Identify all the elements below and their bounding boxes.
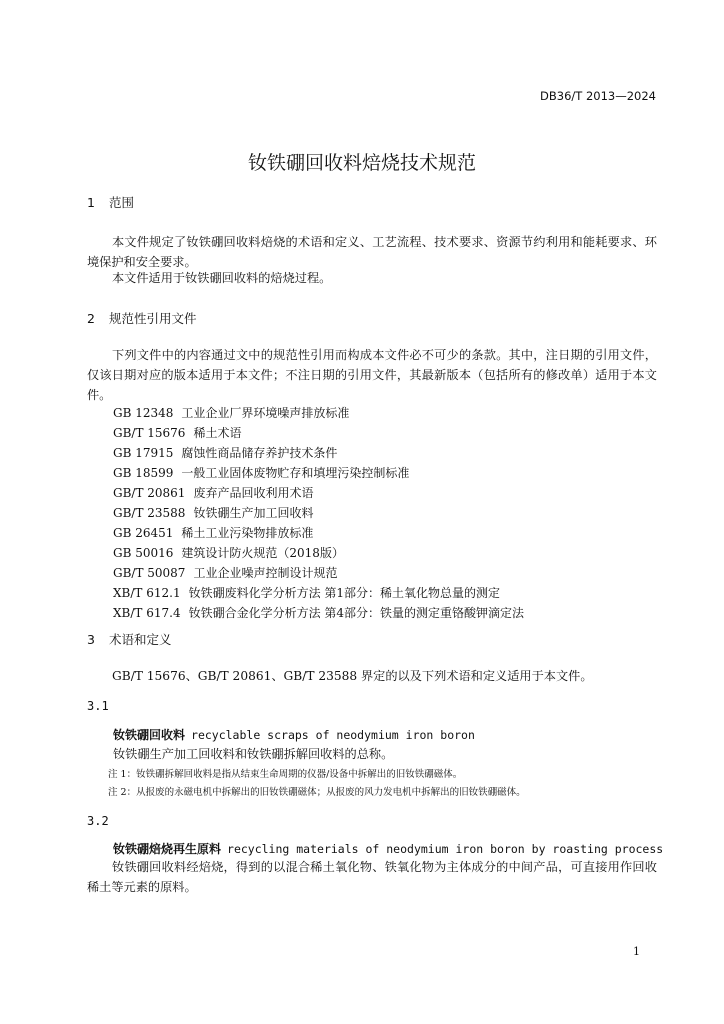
reference-item [113,544,344,561]
section-number: 2 [87,311,95,326]
standard-code: DB36/T 2013—2024 [540,89,656,103]
term-definition: 钕铁硼生产加工回收料和钕铁硼拆解回收料的总称。 [113,747,394,761]
section-2-heading [87,309,197,327]
reference-code: GB/T 23588 [113,506,186,520]
term-note: 注 1：钕铁硼拆解回收料是指从结束生命周期的仪器/设备中拆解出的旧钕铁硼磁体。 [108,769,463,780]
reference-code: GB 50016 [113,546,174,560]
reference-title: 工业企业噪声控制设计规范 [193,566,338,580]
term-english: recyclable scraps of neodymium iron boron [191,728,475,742]
page-number: 1 [633,945,640,958]
reference-code: GB 26451 [113,526,174,540]
reference-title: 稀土术语 [193,426,242,440]
reference-title: 废弃产品回收利用术语 [193,486,314,500]
reference-item [113,504,313,521]
section-number: 1 [87,195,95,210]
reference-code: XB/T 617.4 [113,606,181,620]
reference-code: GB 18599 [113,466,174,480]
reference-title: 钕铁硼废料化学分析方法 第1部分：稀土氧化物总量的测定 [188,586,501,600]
terms-intro: GB/T 15676、GB/T 20861、GB/T 23588 界定的以及下列术语和定义适用于本文件。 [112,669,593,683]
term-entry [113,726,475,743]
reference-item [113,404,349,421]
reference-title: 钕铁硼合金化学分析方法 第4部分：铁量的测定重铬酸钾滴定法 [188,606,525,620]
reference-item [113,464,409,481]
term-note: 注 2：从报废的永磁电机中拆解出的旧钕铁硼磁体；从报废的风力发电机中拆解出的旧钕铁硼磁体。 [108,787,526,798]
reference-item [113,484,313,501]
reference-item [113,604,524,621]
reference-title: 腐蚀性商品储存养护技术条件 [181,446,338,460]
term-chinese: 钕铁硼焙烧再生原料 [113,842,222,856]
reference-title: 一般工业固体废物贮存和填埋污染控制标准 [181,466,410,480]
reference-code: GB/T 50087 [113,566,186,580]
reference-item [113,584,500,601]
term-number: 3.2 [87,814,109,828]
reference-title: 建筑设计防火规范（2018版） [181,546,344,560]
reference-code: XB/T 612.1 [113,586,181,600]
term-english: recycling materials of neodymium iron boron by roasting process [227,842,664,856]
document-title: 钕铁硼回收料焙烧技术规范 [247,152,476,174]
reference-item [113,564,337,581]
section-title: 术语和定义 [109,632,172,647]
reference-item [113,524,313,541]
term-number: 3.1 [87,699,109,713]
reference-code: GB 17915 [113,446,174,460]
section-number: 3 [87,632,95,647]
section-3-heading [87,630,172,648]
references-intro: 下列文件中的内容通过文中的规范性引用而构成本文件必不可少的条款。其中，注日期的引用文件，仅该日期对应的版本适用于本文件；不注日期的引用文件，其最新版本（包括所有的修改单）适用于本文件。 [87,348,657,402]
reference-item [113,424,241,441]
scope-paragraph-1: 本文件规定了钕铁硼回收料焙烧的术语和定义、工艺流程、技术要求、资源节约利用和能耗要求、环境保护和安全要求。 [87,235,657,269]
reference-title: 钕铁硼生产加工回收料 [193,506,314,520]
reference-code: GB/T 20861 [113,486,186,500]
section-1-heading [87,193,134,211]
scope-paragraph-2: 本文件适用于钕铁硼回收料的焙烧过程。 [112,271,332,285]
term-definition: 钕铁硼回收料经焙烧，得到的以混合稀土氧化物、铁氧化物为主体成分的中间产品，可直接用作回收稀土等元素的原料。 [87,860,657,894]
section-title: 范围 [109,195,135,210]
reference-title: 稀土工业污染物排放标准 [181,526,314,540]
reference-title: 工业企业厂界环境噪声排放标准 [181,406,350,420]
term-chinese: 钕铁硼回收料 [113,728,186,742]
reference-code: GB/T 15676 [113,426,186,440]
section-title: 规范性引用文件 [109,311,197,326]
reference-item [113,444,337,461]
reference-code: GB 12348 [113,406,174,420]
term-entry [113,840,663,857]
